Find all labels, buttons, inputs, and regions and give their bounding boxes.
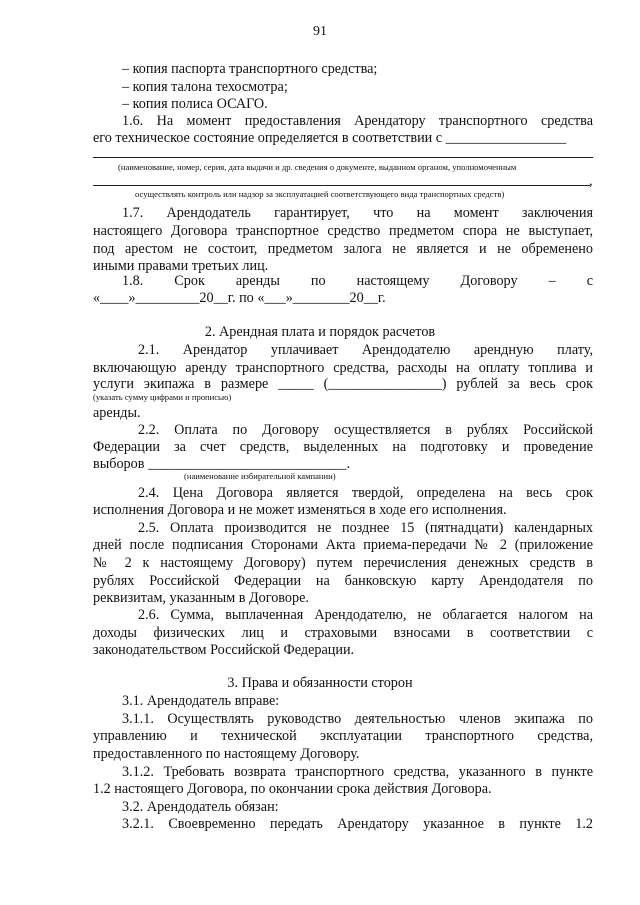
comma: ,	[589, 173, 593, 189]
text-line: «____»_________20__г. по «___»________20__г.	[93, 290, 386, 306]
text-line: Федерации за счет средств, выделенных на подготовку и проведение	[93, 439, 593, 455]
text-line: управлению и технической эксплуатации транспортного средства,	[93, 728, 593, 744]
caption: осуществлять контроль или надзор за эксплуатацией соответствующего вида транспортных средств)	[135, 189, 505, 199]
list-item: – копия талона техосмотра;	[122, 79, 288, 95]
text-line: исполнения Договора и не может изменяться в ходе его исполнения.	[93, 502, 507, 518]
caption: (наименование, номер, серия, дата выдачи и др. сведения о документе, выданном органом, уполномоченным	[118, 162, 517, 172]
list-item: – копия паспорта транспортного средства;	[122, 61, 378, 77]
clause-2-2: 2.2. Оплата по Договору осуществляется в рублях Российской	[138, 422, 593, 438]
clause-2-6: 2.6. Сумма, выплаченная Арендодателю, не облагается налогом на	[138, 607, 593, 623]
text-line: предоставленного по настоящему Договору.	[93, 746, 360, 762]
text-line: услуги экипажа в размере _____ (________________) рублей за весь срок	[93, 376, 593, 392]
text-line: выборов ____________________________.	[93, 456, 351, 472]
list-item: – копия полиса ОСАГО.	[122, 96, 268, 112]
page-number: 91	[313, 24, 327, 39]
text-line: реквизитам, указанным в Договоре.	[93, 590, 309, 606]
text-line: иными правами третьих лиц.	[93, 258, 269, 274]
clause-3-1: 3.1. Арендодатель вправе:	[122, 693, 280, 709]
caption: (указать сумму цифрами и прописью)	[93, 392, 232, 402]
text-line: под арестом не состоит, предметом залога не является и не обременено	[93, 241, 593, 257]
text-line: рублях Российской Федерации на банковскую карту Арендодателя по	[93, 573, 593, 589]
text-line: дней после подписания Сторонами Акта приема-передачи № 2 (приложение	[93, 537, 593, 553]
text-line: № 2 к настоящему Договору) путем перечисления денежных средств в	[93, 555, 593, 571]
text-line: аренды.	[93, 405, 141, 421]
clause-2-5: 2.5. Оплата производится не позднее 15 (пятнадцати) календарных	[138, 520, 593, 536]
text-line: настоящего Договора транспортное средство предметом спора не выступает,	[93, 223, 593, 239]
clause-1-7: 1.7. Арендодатель гарантирует, что на момент заключения	[122, 205, 593, 221]
text-line: доходы физических лиц и страховыми взносами в соответствии с	[93, 625, 593, 641]
section-heading-3: 3. Права и обязанности сторон	[227, 675, 413, 691]
clause-2-1: 2.1. Арендатор уплачивает Арендодателю арендную плату,	[138, 342, 593, 358]
fill-line	[93, 185, 590, 186]
clause-3-1-2: 3.1.2. Требовать возврата транспортного средства, указанного в пункте	[122, 764, 593, 780]
caption: (наименование избирательной кампании)	[184, 471, 336, 481]
clause-1-6: 1.6. На момент предоставления Арендатору транспортного средства	[122, 113, 593, 129]
fill-line	[93, 157, 593, 158]
text-line: его техническое состояние определяется в соответствии с _________________	[93, 130, 567, 146]
clause-2-4: 2.4. Цена Договора является твердой, определена на весь срок	[138, 485, 593, 501]
text-line: законодательством Российской Федерации.	[93, 642, 355, 658]
clause-3-2: 3.2. Арендодатель обязан:	[122, 799, 279, 815]
clause-3-1-1: 3.1.1. Осуществлять руководство деятельностью членов экипажа по	[122, 711, 593, 727]
section-heading-2: 2. Арендная плата и порядок расчетов	[204, 324, 436, 340]
text-line: 1.2 настоящего Договора, по окончании срока действия Договора.	[93, 781, 492, 797]
clause-1-8: 1.8. Срок аренды по настоящему Договору – с	[122, 273, 593, 289]
clause-3-2-1: 3.2.1. Своевременно передать Арендатору указанное в пункте 1.2	[122, 816, 593, 832]
text-line: включающую аренду транспортного средства, расходы на оплату топлива и	[93, 360, 593, 376]
